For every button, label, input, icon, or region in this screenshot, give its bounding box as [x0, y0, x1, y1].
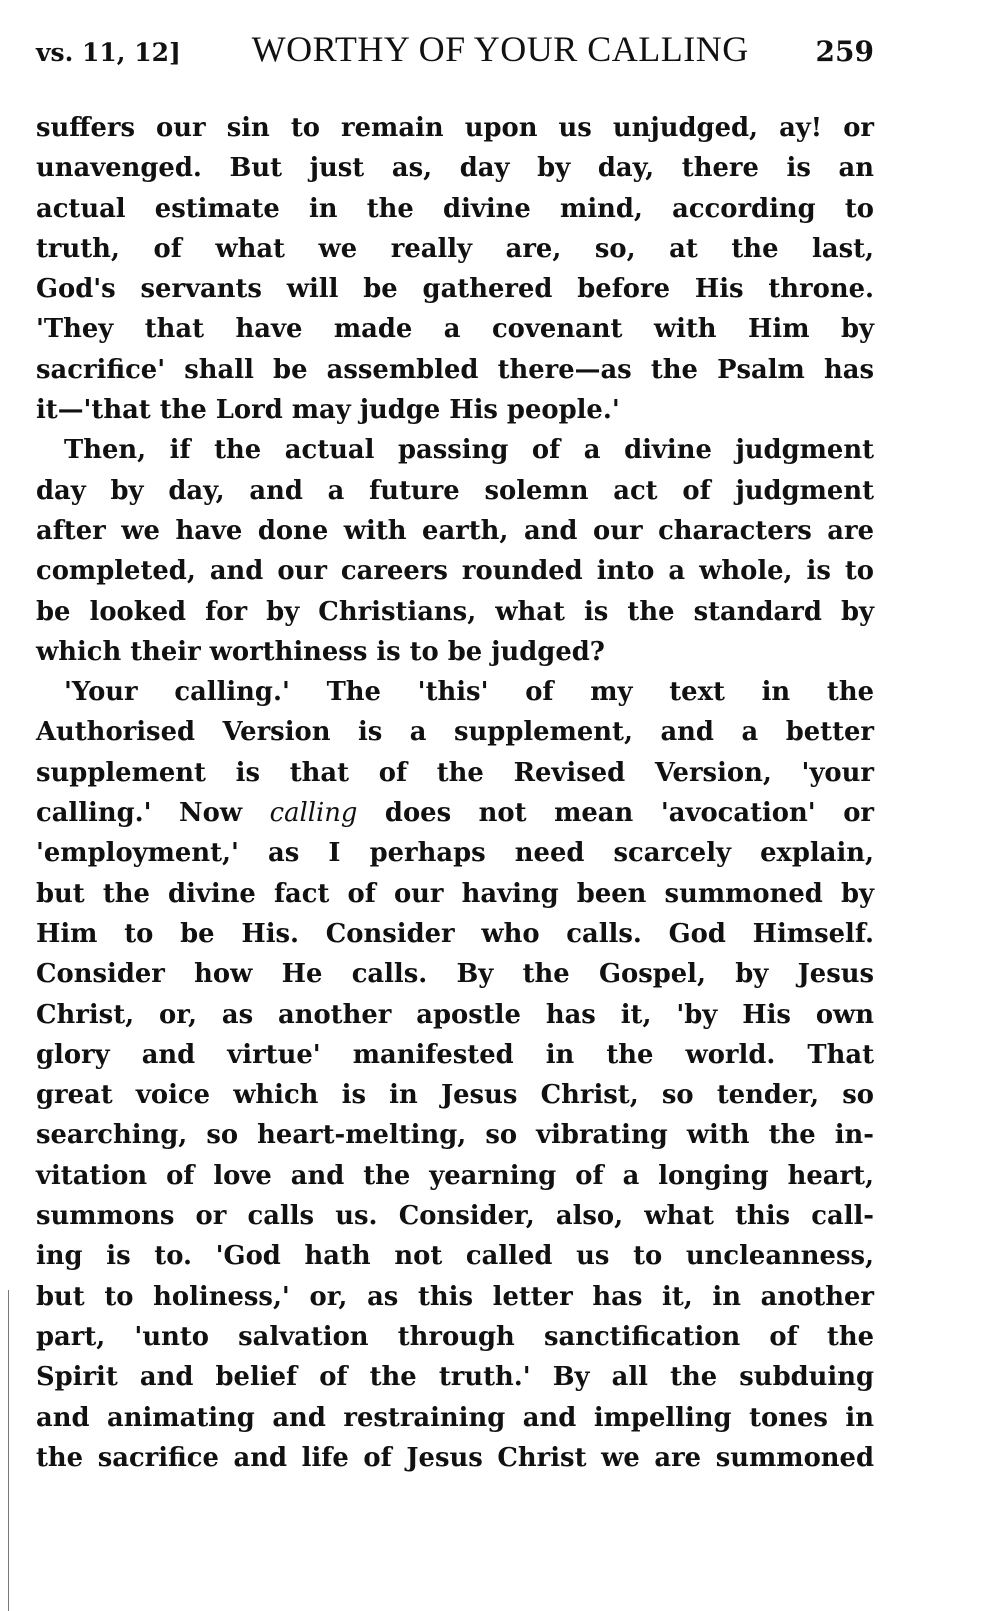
text-line: God's servants will be gathered before His throne. — [36, 274, 874, 305]
text-line: but the divine fact of our having been summoned by — [36, 878, 874, 909]
text-line: Then, if the actual passing of a divine judgment — [64, 435, 874, 466]
book-page — [36, 28, 874, 1478]
text-line-with-italic — [36, 793, 874, 833]
verse-reference: vs. 11, 12] — [36, 38, 181, 67]
text-line: supplement is that of the Revised Version, 'your — [36, 757, 874, 788]
text-line: completed, and our careers rounded into a whole, is to — [36, 556, 874, 587]
text-line: day by day, and a future solemn act of judgment — [36, 475, 874, 506]
text-line: be looked for by Christians, what is the standard by — [36, 596, 874, 627]
text-line: ing is to. 'God hath not called us to uncleanness, — [36, 1241, 874, 1272]
text-line: Authorised Version is a supplement, and a better — [36, 717, 874, 748]
text-line: suffers our sin to remain upon us unjudged, ay! or — [36, 113, 874, 143]
text-line: 'employment,' as I perhaps need scarcely explain, — [36, 838, 874, 869]
italic-word: calling — [269, 798, 358, 829]
text-line: searching, so heart-melting, so vibrating with the in- — [36, 1120, 874, 1151]
body-text — [36, 108, 874, 1478]
text-line: but to holiness,' or, as this letter has it, in another — [36, 1281, 874, 1312]
text-line: Consider how He calls. By the Gospel, by Jesus — [36, 959, 874, 990]
scan-edge-mark — [8, 1290, 9, 1611]
paragraph-1 — [36, 108, 874, 430]
text-line: truth, of what we really are, so, at the last, — [36, 233, 874, 264]
text-line: part, 'unto salvation through sanctification of the — [36, 1321, 874, 1352]
text-line: sacrifice' shall be assembled there—as the Psalm has — [36, 354, 874, 385]
text-line: vitation of love and the yearning of a longing heart, — [36, 1160, 874, 1191]
text-line: Him to be His. Consider who calls. God Himself. — [36, 918, 874, 949]
text-line: the sacrifice and life of Jesus Christ we are summoned — [36, 1442, 874, 1473]
text-line: Christ, or, as another apostle has it, 'by His own — [36, 999, 874, 1030]
text-line: actual estimate in the divine mind, according to — [36, 193, 874, 224]
page-number: 259 — [815, 35, 874, 68]
paragraph-3 — [36, 672, 874, 1478]
paragraph-2 — [36, 430, 874, 672]
text-line: which their worthiness is to be judged? — [36, 636, 605, 667]
text-line: after we have done with earth, and our characters are — [36, 515, 874, 546]
running-head — [36, 28, 874, 88]
chapter-title: WORTHY OF YOUR CALLING — [251, 29, 749, 69]
text-segment: calling.' Now — [36, 798, 270, 829]
text-line: summons or calls us. Consider, also, what this call- — [36, 1201, 874, 1232]
text-line: unavenged. But just as, day by day, there is an — [36, 153, 874, 184]
text-line: 'Your calling.' The 'this' of my text in the — [64, 677, 874, 708]
text-line: 'They that have made a covenant with Him by — [36, 314, 874, 345]
text-line: great voice which is in Jesus Christ, so tender, so — [36, 1080, 874, 1111]
text-line: and animating and restraining and impelling tones in — [36, 1402, 874, 1433]
text-line: glory and virtue' manifested in the world. That — [36, 1039, 874, 1070]
text-line: it—'that the Lord may judge His people.' — [36, 395, 620, 426]
text-segment: does not mean 'avocation' or — [357, 798, 875, 829]
text-line: Spirit and belief of the truth.' By all the subduing — [36, 1362, 874, 1393]
